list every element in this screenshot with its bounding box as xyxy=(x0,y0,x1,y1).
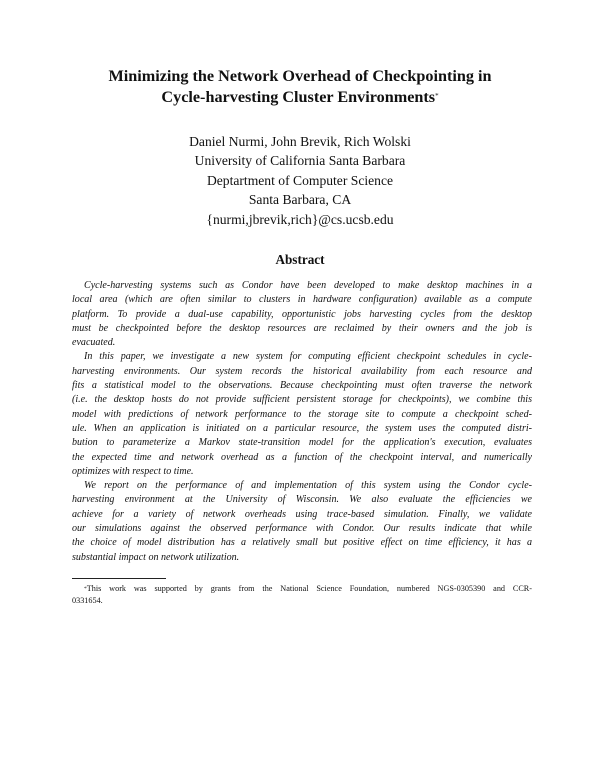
abstract-line: ule. When an application is initiated on a particular resource, the system uses the computed distri- xyxy=(72,422,532,434)
footnote-line-1 xyxy=(72,583,532,595)
author-city: Santa Barbara, CA xyxy=(248,192,352,208)
abstract-heading: Abstract xyxy=(275,252,325,267)
abstract-line: Cycle-harvesting systems such as Condor have been developed to make desktop machines in a xyxy=(84,280,532,291)
author-department: Deptartment of Computer Science xyxy=(206,172,394,188)
abstract-line: the expected time and network overhead as a function of the checkpoint interval, and numerically xyxy=(72,451,532,463)
footnote-line-2: 0331654. xyxy=(72,596,103,605)
title-footnote-mark: * xyxy=(435,92,439,100)
author-email: {nurmi,jbrevik,rich}@cs.ucsb.edu xyxy=(206,211,394,227)
title-line-1: Minimizing the Network Overhead of Checkpointing in xyxy=(108,67,492,85)
author-block xyxy=(100,132,500,229)
abstract-line: achieve for a variety of network overheads using trace-based simulation. Finally, we validate xyxy=(72,508,532,520)
abstract-line: model with predictions of network performance to the storage site to compute a checkpoint sched- xyxy=(72,408,532,420)
abstract-line: harvesting environment at the University of Wisconsin. We also evaluate the efficiencies we xyxy=(72,494,532,506)
title-line-2 xyxy=(60,87,540,108)
abstract-body xyxy=(72,279,532,565)
footnote-mark: * xyxy=(84,586,87,592)
abstract-line: substantial impact on network utilization. xyxy=(72,551,240,563)
abstract-line: optimizes with respect to time. xyxy=(72,465,194,477)
author-names: Daniel Nurmi, John Brevik, Rich Wolski xyxy=(189,134,411,149)
footnote xyxy=(72,583,532,607)
abstract-line: the choice of model distribution has a relatively small but positive effect on time efficiency, it has a xyxy=(72,537,532,549)
abstract-line: fits a statistical model to the observations. Because checkpointing must often traverse the network xyxy=(72,380,532,392)
paper-title xyxy=(60,66,540,108)
abstract-line: In this paper, we investigate a new system for computing efficient checkpoint schedules in cycle- xyxy=(84,351,532,363)
author-university: University of California Santa Barbara xyxy=(194,153,406,169)
abstract-line: must be checkpointed before the desktop resources are reclaimed by their owners and the job is xyxy=(72,322,532,334)
footnote-line-1-text: This work was supported by grants from the National Science Foundation, numbered NGS-0305390 and CCR- xyxy=(86,584,532,593)
title-line-2-text: Cycle-harvesting Cluster Environments xyxy=(161,88,436,106)
footnote-divider xyxy=(72,578,166,579)
abstract-line: platform. To provide a dual-use capability, opportunistic jobs harvesting cycles from the desktop xyxy=(72,308,532,320)
abstract-line: evacuated. xyxy=(72,337,116,349)
abstract-line: our simulations against the observed performance with Condor. Our results indicate that while xyxy=(72,523,532,535)
abstract-line: local area (which are often similar to clusters in hardware configuration) available as a compute xyxy=(72,294,532,306)
abstract-line: We report on the performance of and implementation of this system using the Condor cycle- xyxy=(84,480,532,492)
abstract-line: bution to parameterize a Markov state-transition model for the application's execution, evaluates xyxy=(72,437,532,449)
abstract-line: harvesting environments. Our system records the historical availability from each resource and xyxy=(72,365,532,377)
abstract-line: (i.e. the desktop hosts do not provide sufficient persistent storage for checkpoints), we combine this xyxy=(72,394,532,406)
